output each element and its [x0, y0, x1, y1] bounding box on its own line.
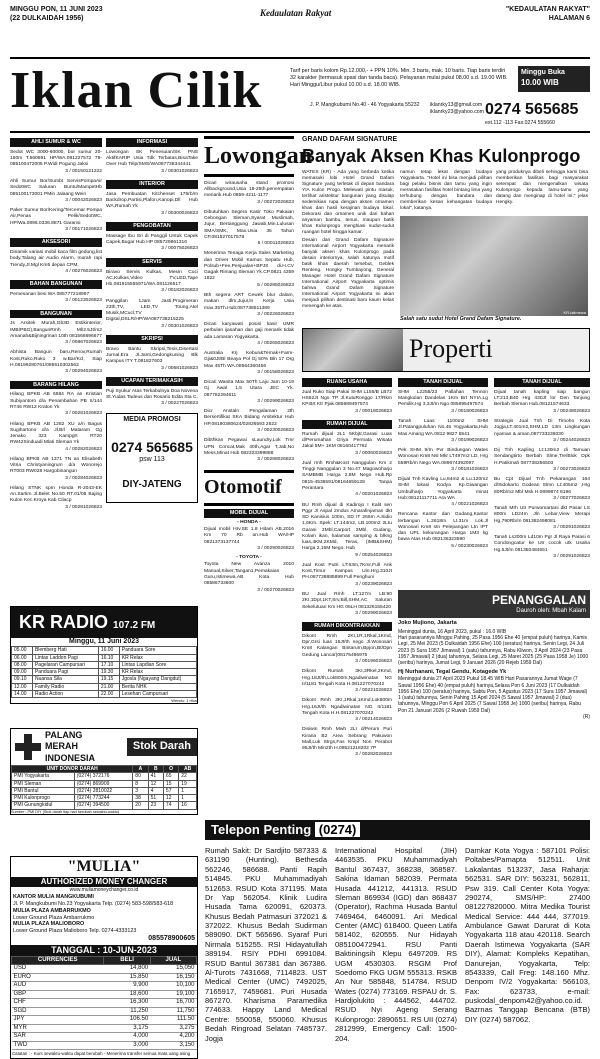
- table-row: PMI Gunungkidul (0274) 394500 20 23 74 16: [12, 802, 197, 809]
- currency-row: SGD 11,250 11,750: [13, 1007, 195, 1014]
- whatsapp-number: 085578900605: [148, 934, 195, 942]
- classified-ad: Dicari Wanita Max 50Th Laju Jam 10-19 Gj Awal 1,5 Utara JEC Yk. 087782294611 3 / 00299026823: [204, 380, 294, 404]
- classified-ad: Dij Tnh Kapling Lt:130m2 di Tamuan Sendangtirto Berbah Slme,Tre/Blok Dpk H.Patikmah 087738256503 3 / 00273026823: [494, 448, 590, 472]
- schedule-row: 09.10 Nuansa Sila 19.15 Jgosla (Ngayang Dangdut): [12, 676, 197, 683]
- currency-row: CHF 16,300 16,700: [13, 999, 195, 1006]
- category-heading: BARANG HILANG: [10, 381, 102, 390]
- category-heading: INTERIOR: [106, 180, 198, 189]
- office-address: J. P. Mangkubumi No.40 - 46 Yogyakarta 55232: [310, 102, 420, 108]
- category-heading: SERVIS: [106, 258, 198, 267]
- classified-ad: Jual Kost Putri LT:63m,7Kmr,Full Ank Kost,Timur Kampus Uin.Hrg.310Jt PH.087738885899 Full Penghuni 3 / 00239026823: [302, 562, 392, 587]
- classified-ad: Dinamik variasi mobil kaca film gedung,list body,Talang air Audio Alarm, murah rapi Trendy,Jl.Mgl Km5 depan CPM. 4 / 00276026823: [10, 250, 102, 274]
- classified-ad: Rumah dijual 2L1 5Kbjtr,Garasi Luas d/Perumahan Griya Permata Wisata Jakal 5M+ 1KM 08160417762 3 / 00060026823: [302, 431, 392, 456]
- classified-ad: Dikont Rmh 2KI,1R,1Rkal,1Kmd, Dpr,Grsi luas 16Jt/th nego Jl.Wonosari Km8 Kalangan Bintarum,Bpjon,Bt/Dpn Gedung Lancar)08175496975 3 / 00196026823: [302, 633, 392, 665]
- classified-ad: Dicari karyawati posisi kasir UMR perbulan ijasahan dan gaji menarik tidak ada Lamaran Yogyakarta. 4 / 00265026823: [204, 322, 294, 346]
- schedule-row: 05.00 Blemberg Hati 16.00 Panduara Sore: [12, 647, 197, 654]
- page-number: "KEDAULATAN RAKYAT" HALAMAN 6: [505, 6, 590, 22]
- currency-row: AUD 9,900 10,100: [13, 982, 195, 989]
- classified-ad: Bth segera ART Cewek blur dalam, makan dlm,Jujur,ln Kerja Usia max.35Th.Hub:087738511389 3 / 00226026823: [204, 292, 294, 317]
- category-heading: MOBIL DIJUAL: [204, 509, 294, 518]
- tariff-info: Tarif per baris kolom Rp.12.000,- + PPN 10%. Min. 3 baris, mak. 10 baris. Tiap baris terdiri 32 karakter (termasuk spasi dan tanda baca). Pelayanan mulai pukul 08.00 s.d. 19.00 WIB. Hari Minggu/Libur pukul 10.00 s.d. 18.00 WIB.: [290, 68, 508, 88]
- media-promo-box: MEDIA PROMOSI 0274 565685 psw 113 DIY-JATENG: [106, 413, 198, 503]
- classified-ad: Toyota New Avanza 2010 Manual,Silver,Tangan1,Pemakaian Guru,Istimewa.AB Kota Hub 08586733600 3 / 00270026823: [204, 562, 294, 593]
- classified-ad: Tanah Mrh Utr Purwomartani dkt Pasar LS 800m LD24m Jln Lebar,View Merapi Hg.790Rb/m 081382498081 3 / 00291026823: [494, 506, 590, 530]
- properti-banner: Properti: [302, 328, 590, 372]
- category-heading: SKRIPSI: [106, 335, 198, 344]
- category-heading: INFORMASI: [106, 138, 198, 147]
- classified-ad: Jasa Pembuatan Kitchenset 175rb/m Backdrop,Partisi,Plafon,Kanopi,Dll Hub WA,Rumah Yk 3 / 00300026823: [106, 191, 198, 216]
- email-list: iklanrky13@gmail.com iklanrky23@yahoo.com: [430, 102, 484, 115]
- currency-row: TWD 3,000 3,150: [13, 1041, 195, 1048]
- red-cross-icon: [15, 734, 41, 760]
- classified-ad: Pemesanan besi WA 085777218997 3 / 00123026823: [10, 291, 102, 304]
- category-heading: AHLI SUMUR & WC: [10, 138, 102, 147]
- classified-ad: Biravo Servis Kulkas, Mesin Cuci AC,Kulkas,Video TV,LED,Tape Hb.081915555971/WA.081126517 3 / 00182026823: [106, 269, 198, 294]
- classified-ad: Dicari wirausaha stand promosi Allbackground,Usia 18-25th,penempatan menarik.Hub 0859-4211-1177 3 / 00272026823: [204, 180, 294, 205]
- classified-ad: Menerima Tenaga Kerja Sales Marketing dan Driver Mobil Kamus Sepatu Hub, Polsub+Fee,Penjualan+BPJS di.H.CV Gagak Rimang Sleman Yk.CP.0821 4259 1822 5 / 00285026823: [204, 251, 294, 288]
- property-column-1: RUANG USAHA Jual Ruko Siap Pakai SHM L155/B LB72 HS62Jt Ngo TP Jl.KutuRonggo 17/Rkm KP.Brt Ktr Pjak.085989497574 3 / 00018026823 RUMAH DIJUAL Rumah dijual 2L1 5Kbjtr,Garasi Luas d/Perumahan Griya Permata Wisata Jakal 5M+ 1KM 08160417762 3 / 00060026823 Jual rmh Rmh&Kost Nanggulan Km 2 Tinggi Nanggulan 3 No.47 Magowoharjo SAMBMB Harga 2,8M Nego Hub.Rp 0815-4536591/08164659128 Tanpa Perantara 4 / 00201026823 BU Rmh dijual di Kadirojo I Kalit sen Pggr Jl Aspal 2mdus Amarafinjaman dkt SD Kanisius 100m, SD IT 266m A.Sidio 1,6Km. Spek: LT.144m2, LB.100m2 2Ltu Garasi 2Mbl,Carport 2Mbl, Gudang, Kolam ikan, halaman samping & blkng luas,4KM,2KMd, Teras, (IMB&SHM) Harga 2,15M Nego. Hub 9 / 00254026823 Jual Kost Putri LT:63m,7Kmr,Full Ank Kost,Timur Kampus Uin.Hrg.310Jt PH.087738885899 Full Penghuni 3 / 00239026823 BU Jual Rmh LT:127m LB:90 2KI,1Dpr,1KT,Srv,Bill,SHM,AC Saluran Sekelutuan Km HG 05LH 081326155420 3 / 00299026823 RUMAH DIKONTRAKKAN Dikont Rmh 2KI,1R,1Rkal,1Kmd, Dpr,Grsi luas 16Jt/th nego Jl.Wonosari Km8 Kalangan Bintarum,Bpjon,Bt/Dpn Gedung Lancar)08175496975 3 / 00196026823 Dikont Rumah 3KI,3Rkel,2Kmd, Hrg.18Jt/th,Lok800m,Ngadiwinatan NG II/1181 Tengah Kota H.081227070242 3 / 00221026823 Dikont Rmh 3KI,1Rkal,1Kmd,Lok800m Hrg.16Jt/th Ngadiwinatan NG II/1181 Tengah Kota H.H.081227070242 3 / 00214026823 Disiwin Rmh Mwh 2LI d/Perum Puri Kirana B2 Area Sebrang Pakuwon Mall,Luk Strgs,Fas Kmpl Non Perabot 95Jt/th Min2th H.08521218202 7P 3 / 00282026823: [302, 376, 392, 762]
- article-headline: Banyak Aksen Khas Kulonprogo: [302, 145, 581, 166]
- schedule-row: 06.00 Lintas Laddon Pagi 16.10 KR Relax: [12, 654, 197, 661]
- pmi-blood-stock: PALANG MERAH INDONESIA Stok Darah UNIT DONOR DARAH A B O AB PMI Yogyakarta (0274) 372176 80 41 65 22 PMI Sleman (0274) 869909 8 12 15 19 PMI Bantul (0274) 2810022 3 4 57 1 PMI Kulonprogo (0274) 773244 38 51 12 1 PMI Gunungkidul (0274) 394500 20 23 74 16 Sumber : PMI DIY (Stok darah tiap hari berubah sewaktu-waktu): [10, 728, 198, 815]
- classified-ad: Puji Syukur Atas Terkabulnya Doa Novena St.Yudas Tadeus dan Rosario Edita Sta C. 3 / 00227026823: [106, 388, 198, 407]
- currency-row: EURO 15,850 16,150: [13, 973, 195, 980]
- currency-row: JPY 106.50 111.50: [13, 1016, 195, 1023]
- sunday-open-badge: Minggu Buka 10.00 WIB: [518, 66, 590, 92]
- classified-ad: Paker Sumur Bor/Kering/Tercemar Pompa Air,Penas Pelik/SedotWC, HP/Wa.0896.0336.8871 Garansi 3 / 00171026823: [10, 208, 102, 232]
- feature-article: GRAND DAFAM SIGNATURE Banyak Aksen Khas Kulonprogo WATES (KR) - Ada yang berbeda ketika memasuki lobi Hotel Grand Dafam Signature yang terletak di depan bandara YIA Kulon Progo. Melewati pintu masuk, terlihat aristektur bangunan yang disulap sedemikian rupa dengan aksen ornamen khas dan hasil kerajinan budaya lokal. Dekorasi dan ornamen unik dari bahan anyaman bambu, tenun, maupun batik khas Kulonprogo menghiasi sudut-sudut ruangan hotel hingga kamar. Desain dari Grand Dafam Signature International Airport Yogyakarta menarik banyak aksen khas Kulonprogo pada desain interiornya, salah satunya motif batik khas daerah tersebut, Geblek Renteng. Hongky Tumbayong, General Manager Hotel Grand Dafam Signature International Airport Yogyakarta optimis bahwa Grand Dafam Signature International Airport Yogyakarta ini akan menjadi pilihan destinasi baru kaum kelas menengah ke atas. namun tetap lekat dengan budaya Yogyakarta. "Hotel ini bisa menjadi pilihan bagi pelaku bisnis dan tamu yang ingin merasakan fasilitas hotel bintang lima yang terhubung dengan bandara dan memberikan kesan kehangatan budaya lokal", katanya. yang produknya dibeli sehingga kami bisa memberikan fasilitas bagi masyarakat setempat dan mengenalkan wisata Kulonprogo kepada tamu-tamu yang datang dan menginap di hotel ini," jelas Hengky. KR-istimewa Salah satu sudut Hotel Grand Dafam Signature.: [302, 136, 588, 322]
- photo-caption: Salah satu sudut Hotel Grand Dafam Signature.: [400, 315, 522, 322]
- classified-ad: Hilang STNK spm Honda R-2043-EK An.Sartim Jl.Belet No.50 RT.01/08 Bajing Kulon Kec.Kroya Kab Cilacp 3 / 00281026823: [10, 485, 102, 510]
- property-column-3: TANAH DIJUAL Dijual tanah kapling siap bangun LT:213,B40 Hrg 430Jt lor Den Tanjung Berbah Sleman Hub.08121574633 3 / 00248026823 Strategis Jual Tnh Di Timoho Kota Jogja,LT.401m2,SHM,LD 13m Lingkungan nyaman & aman,087733236030 3 / 00244026823 Dij Tnh Kapling Lt:130m2 di Tamuan Sendangtirto Berbah Slme,Tre/Blok Dpk H.Patikmah 087738256503 3 / 00273026823 Bu Cpt Dijual Tnh Pekarangan 164 d/Sidokarto Godean Slmn Lt:405m2 ,Hrg 80Rb/m2 Mbl Msk H.0899874 8196 3 / 00277026823 Tanah Mrh Utr Purwomartani dkt Pasar LS 800m LD24m Jln Lebar,View Merapi Hg.790Rb/m 081382498081 3 / 00291026823 Tanah Ls200m Ld10m Pgr Jl Raya Parasi 6 Condongcatur ke Utr cocok utk Usaha Hg.5Jt/m 081350484551 3 / 00291026823: [494, 376, 590, 563]
- classified-ad: Dijual Tnh Kavling Lu,84m2 & Lu.120m2 SHM lokasi Kodya Kp.Giwangan Umbulharjo Yogyakarta minat Hub:08121117711 Ara WA 4 / 00221026823: [398, 477, 488, 508]
- classified-ad: Ahli Sumur Bor/Sumbt ServisPompaAir SedotWC Saluran Buntu/MampetHb 085100173001 PMin Jalaang Wein 3 / 00042026823: [10, 178, 102, 203]
- classified-ad: Dicr Anstaln Pengalaman 2th Bersertifikat SKA Bidang Arsitektur Hub HP.08190380624/02826593 2622 3 / 00230026823: [204, 409, 294, 434]
- currency-row: SAR 4,000 4,200: [13, 1033, 195, 1040]
- classified-ad: Dibutuhkan Segera Kasir Toko Pakaian Cebongan Sleman,Syarat Muslimah, Jujur, Bertanggung Jawab,Min.Lulusan SMA/SMK, Max.Usia 35 Tahun CP.081527017578 5 / 00011026823: [204, 209, 294, 247]
- classified-ad: Lowongan SK Penesuian/SK PNS AktifKARIP Usia Tdk Terbatas,BisaTake Over Hub Telp/SMS/WA087738344441 3 / 00301026823: [106, 149, 198, 174]
- currency-row: MYR 3,175 3,275: [13, 1024, 195, 1031]
- classified-ad: BU Rmh dijual di Kadirojo I Kalit sen Pggr Jl Aspal 2mdus Amarafinjaman dkt SD Kanisius 100m, SD IT 266m A.Sidio 1,6Km. Spek: LT.144m2, LB.100m2 2Ltu Garasi 2Mbl,Carport 2Mbl, Gudang, Kolam ikan, halaman samping & blkng luas,4KM,2KMd, Teras, (IMB&SHM) Harga 2,15M Nego. Hub 9 / 00254026823: [302, 502, 392, 558]
- classified-ad: Dikont Rmh 3KI,1Rkal,1Kmd,Lok800m Hrg.16Jt/th Ngadiwinatan NG II/1181 Tengah Kota H.H.081227070242 3 / 00214026823: [302, 698, 392, 723]
- jobs-section-title: Lowongan: [204, 136, 294, 177]
- classified-ad: Strategis Jual Tnh Di Timoho Kota Jogja,LT.401m2,SHM,LD 13m Lingkungan nyaman & aman,087733236030 3 / 00244026823: [494, 418, 590, 443]
- classified-column-2: [106, 136, 198, 503]
- table-row: PMI Bantul (0274) 2810022 3 4 57 1: [12, 787, 197, 794]
- classified-ad: Sedot WC 3000-60000, bor sumur 20-150m T.560591 HP/WA.081227572 79-085100472005 P.Widi Pogung Jaksi 3 / 00150121222: [10, 149, 102, 174]
- classified-ad: Hilang BPKB AB 1371 TN an Elisabeth Vitria Christyaningrum d/a Wonorejo RT003 RW028 Hargobinangun 3 / 00284026823: [10, 456, 102, 481]
- classified-ad: Tanah Ls200m Ld10m Pgr Jl Raya Parasi 6 Condongcatur ke Utr cocok utk Usaha Hg.5Jt/m 081350484551 3 / 00291026823: [494, 535, 590, 560]
- schedule-row: 14.00 Radio Action 22.00 Lesehan Campursari: [12, 690, 197, 697]
- classified-ad: Disiwin Rmh Mwh 2LI d/Perum Puri Kirana B2 Area Sebrang Pakuwon Mall,Luk Strgs,Fas Kmpl Non Perabot 95Jt/th Min2th H.08521218202 7P 3 / 00282026823: [302, 727, 392, 758]
- classified-column-1: [10, 136, 102, 514]
- classified-ad: Dibthkan Pegawai sLaundry,Lok Tmr UPN Concat,Mak 40th,Agar T,Jab,No Mess,Minat Hub 082323399888 3 / 00288026823: [204, 438, 294, 463]
- classified-ad: Pek SHM 9/In Pvr Bindungan Wates Wonosari Km8 Nsl Mkr LT497m2 LD, Hrg 559Rb/m Nego WA.089674392097 3 / 00181026823: [398, 448, 488, 472]
- category-heading: BANGUNAN: [10, 310, 102, 319]
- schedule-row: 09.00 Panduara Pagi 19.30 KR Relax: [12, 669, 197, 676]
- classified-ad: Js Arsitek Murah,Gb3D Estikinterior, IMB/PBG),BangunRmh Ml/2.5Jt/m2 Amanah&Bijningrinan 10th 081568696677 3 / 00867026823: [10, 321, 102, 346]
- masthead-rule: [10, 131, 590, 133]
- classified-masthead: [10, 62, 590, 132]
- classified-ad: Massage Ibu Sri di Panggil Untuk Capek Capek,Bugar Hub HP 085729861316 3 / 00075026823: [106, 233, 198, 252]
- classified-ad: Hilang BPKB AB 6584 RA an Kristian Subiyantoro d/a Penambahan PB II/144 RT46 RW12 Kraton Yk 3 / 00281026823: [10, 392, 102, 417]
- schedule-row: 12.00 Family Radio 21.00 Berita NHK: [12, 683, 197, 690]
- newspaper-logo: Kedaulatan Rakyat: [260, 8, 332, 18]
- issue-date: MINGGU PON, 11 JUNI 2023 (22 DULKAIDAH 1956): [10, 6, 103, 22]
- page-header-bar: [10, 6, 590, 24]
- category-heading: UCAPAN TERIMAKASIH: [106, 377, 198, 386]
- classified-ad: Jual rmh Rmh&Kost Nanggulan Km 2 Tinggi Nanggulan 3 No.47 Magowoharjo SAMBMB Harga 2,8M Nego Hub.Rp 0815-4536591/08164659128 Tanpa Perantara 4 / 00201026823: [302, 460, 392, 498]
- category-heading: AKSESORI: [10, 238, 102, 247]
- table-row: PMI Yogyakarta (0274) 372176 80 41 65 22: [12, 773, 197, 780]
- classified-ad: Rencana Kantor dan Gudang,Kantor terbangun L.2618m Lt.31m Lok.Jl Wonosari Km8 stn Pelepangan Ltn IPT dan UPL kekurangan Harga 1M3 kg bawa Atas Hub 082136323590 5 / 00230026823: [398, 512, 488, 549]
- classified-ad: Bravo Bantu Skripsi,Tesis,Disertasi Jurnal,Era Jl.Janti,Gedongkuning Blk Kampus ITY T.081827603 3 / 00681026823: [106, 346, 198, 371]
- pmi-table: UNIT DONOR DARAH A B O AB PMI Yogyakarta (0274) 372176 80 41 65 22 PMI Sleman (0274) 869909 8 12 15 19 PMI Bantul (0274) 2810022 3 4 57 1 PMI Kulonprogo (0274) 773244 38 51 12 1 PMI Gunungkidul (0274) 394500 20 23 74 16: [11, 765, 197, 810]
- classified-ad: Panggilan 1Jam Jasti,Progimeran 23th,TV, LED,TV Toung,Atel Musik,MCucl,TV Digital,DSLR/HP/WA087738215225 3 / 00301026823: [106, 298, 198, 329]
- classified-ad: Hilang BPKB AB 1282 XU a/n Bagus Sugihartono d/a Jl.Brl Mataram Gg Jenako 323 Kampgrt RT20 RW42Sinduadi Mlati Sleman Yk 4 / 00282026823: [10, 421, 102, 452]
- table-row: PMI Kulonprogo (0274) 773244 38 51 12 1: [12, 795, 197, 802]
- classified-ad: Australia Krj Kebun&Ternak+Farm-Gji&0Jt/Bl Beaya Pol Gj 50% Bln 17 Org Max 45Th WA.08564360456 3 / 00158026823: [204, 351, 294, 375]
- penanggalan-section: PENANGGALAN Dauroh oleh: Mbah Kalam Joko Mujiono, Jakarta Meninggal dunia, 16 April 2023, pukul : 16.0 WIB Hari pasarannya Minggu Pahing, 25 Pasa 1956 Ehe 40 (empat puluh) harinya, Kamis Legi, 25 Mei 2023 (5 Dulkaidah 1956 Ehe) 100 (seratus) harinya, Senin Legi, 24 Juli 2023 (5 Sura 1957 Jimawal) 1 (satu) tahunnya, Rabu Kliwon, 3 April 2024 (23 Pasa 1957 Jimawal) 2 (dua) tahunnya, Selasa Legi, 25 Maret 2025 (25 Pasa 1958 Je) 1000 (seribu) harinya, Jumat Legi, 9 Januari 2026 (20 Rejeb 1959 Dal) Hj Nurhanani, Tegal Gendu, Kotagede Yk Meninggal dunia 27 April 2023 Pukul 18.45 WIB Hari Pasarannya Jumat Wage (7 Sawal 1956 Ehe) 40 (empat puluh) harinya,Selasa Pon 6 Juni 2023 (17 Dulkaidah 1956 Ehe) 100 (seratus) harinya, Sabtu Pon, 5 Agustus 2023 (17 Sura 1957 Jimawal) 1 (satu) tahunnya, Senin Pahing 15 April 2024 (5 Sawal 1957 Jimawal) 2 (dua) tahunnya, Minggu Pon 6 April 2025 (7 Sawal 1958 Je) 1000 (seribu) harinya, Rabu Pon 21 Januari 2026 (2 Ruwah 1959 Dal) (R): [398, 590, 590, 812]
- classified-ad: SHM L2255/23 Pallahan Tennon Mangkulan Dandelas 1Km Brt NYIA,Lg Pemilik,Hg 3,3Jt/m Ngo 085695497574 3 / 00180026823: [398, 389, 488, 414]
- currency-table: CURRENCIES BELI JUAL USD 14,800 15,050 EURO 15,850 16,150 AUD 9,900 10,100 GBP 18,600 19,100 CHF 16,300 16,700 SGD 11,250 11,750 JPY 106.50 111.50 MYR 3,175 3,275 SAR 4,000 4,200 TWD 3,000 3,150: [13, 956, 195, 1048]
- classified-column-3: Lowongan Dicari wirausaha stand promosi Allbackground,Usia 18-25th,penempatan menarik.Hub 0859-4211-1177 3 / 00272026823 Dibutuhkan Segera Kasir Toko Pakaian Cebongan Sleman,Syarat Muslimah, Jujur, Bertanggung Jawab,Min.Lulusan SMA/SMK, Max.Usia 35 Tahun CP.081527017578 5 / 00011026823 Menerima Tenaga Kerja Sales Marketing dan Driver Mobil Kamus Sepatu Hub, Polsub+Fee,Penjualan+BPJS di.H.CV Gagak Rimang Sleman Yk.CP.0821 4259 1822 5 / 00285026823 Bth segera ART Cewek blur dalam, makan dlm,Jujur,ln Kerja Usia max.35Th.Hub:087738511389 3 / 00226026823 Dicari karyawati posisi kasir UMR perbulan ijasahan dan gaji menarik tidak ada Lamaran Yogyakarta. 4 / 00265026823 Australia Krj Kebun&Ternak+Farm-Gji&0Jt/Bl Beaya Pol Gj 50% Bln 17 Org Max 45Th WA.08564360456 3 / 00158026823 Dicari Wanita Max 50Th Laju Jam 10-19 Gj Awal 1,5 Utara JEC Yk. 087782294611 3 / 00299026823 Dicr Anstaln Pengalaman 2th Bersertifikat SKA Bidang Arsitektur Hub HP.08190380624/02826593 2622 3 / 00230026823 Dibthkan Pegawai sLaundry,Lok Tmr UPN Concat,Mak 40th,Agar T,Jab,No Mess,Minat Hub 082323399888 3 / 00288026823 Otomotif MOBIL DIJUAL - HONDA - Dijual mobil Hrv.SE 1.8 Hitam AB.2016 Km 70 Rb an.Hub WA/HP 0821373137744 3 / 00290026823 - TOYOTA - Toyota New Avanza 2010 Manual,Silver,Tangan1,Pemakaian Guru,Istimewa.AB Kota Hub 08586733600 3 / 00270026823: [204, 136, 294, 597]
- currency-row: USD 14,800 15,050: [13, 965, 195, 972]
- classified-ad: Dijual tanah kapling siap bangun LT:213,B40 Hrg 430Jt lor Den Tanjung Berbah Sleman Hub.08121574633 3 / 00248026823: [494, 389, 590, 414]
- classified-ad: Tanah Luas 1100m2 SHM Jl.Patangpuluhan No.45 Yogyakarta,Hub Mas Amang WA.0812 9827 5541 3 / 00199026823: [398, 418, 488, 443]
- kr-radio-schedule: KR RADIO 107.2 FM Minggu, 11 Juni 2023 05.00 Blemberg Hati 16.00 Panduara Sore 06.00 Lintas Laddon Pagi 16.10 KR Relax 08.00 Pagelaran Campursari 17.10 Lintas Lapdian Sore 09.00 Panduara Pagi 19.30 KR Relax 09.10 Nuansa Sila 19.15 Jgosla (Ngayang Dangdut) 12.00 Family Radio 21.00 Berita NHK 14.00 Radio Action 22.00 Lesehan Campursari Wendu: 1 ritus: [10, 606, 198, 704]
- currency-row: GBP 18,600 19,100: [13, 990, 195, 997]
- schedule-row: 08.00 Pagelaran Campursari 17.10 Lintas Lapdian Sore: [12, 661, 197, 668]
- office-phone: 0274 565685 ext.112 -113 Fax.0274 555660: [485, 101, 579, 126]
- important-phones: Telepon Penting (0274) Rumah Sakit: Dr Sardjito 587333 & 631190 (Hunting). Bethesda 562246, 586688. Panti Rapih 514845. PKU Muhammadiyah 512653. RSUD Kota 371195. Mata Dr Yap 562054. Klinik Ludira Husada Tama 620091, 620373. Khusus Bedah Patmasuri 372021 & 372022. Khusus Bedah Sudirman 589090. DKT 565696. Syaraf Puri Nirmala 515255. RSI Hidayatullah 389194. RSIY PDHI 6991084. RSUD Bantul 367381 dan 367386. Al-Turots 7431668, 7114823. UST Medical Center (UMC) 7492025, 7165917, 7459681. Puri Husada 867270. Kharisma Paramedika 774633. Happy Land Medical Centre: 550058, 550060. Khusus Bedah Ringroad Selatan 7485737. Jogja International Hospital (JIH) 4463535. PKU Muhammadiyah Bantul 367437, 368238, 368587. Sakina Idaman 582039. Permata Husada 441212, 441313. RSUD Sleman 869934 (IGD) dan 868437 (Operator), Rachma Husada Bantul 7469464, 6460091. Ari Medical Center (AMC) 618400. Queen Latifa 581402, 620555. Nur Hidayah 085100472941. RSU Panti Baktiningsih Klepu 6497209. RS UGM 4530303. RSGM Prof Soedomo FKG UGM 555313. RSKB An Nur 585848, 514784. RSUD Wates (0274) 773169. RSPAU dr. S. Hardjolukito : 444562, 444702. RSUD Nyi Ageng Serang Kulonprogo: 2890651. RS UII (0274) 2812999, Emergency Call: 1500-204. Damkar Kota Yogya : 587101 Polisi: Poltabes/Pamapta 512511. Unit Lakalantas 513237, Jasa Raharja: 562531. SAR DIY: 563231, 562811, Psw 319. Call Center Kota Yogya: 290274, SMS/HP: 27400 081227820000. Mitra Medika Tourist Medical Service: 444 444, 377019. Ambulance Gawat Darurat di Kota Yogyakarta 118 atau 420118. Search Daerah Istimewa Yogyakarta (SAR DIY), Alamat: Kompleks Kepatihan, Danurejan, Yogyakarta, Telp: 8543339, Call Freg: 148.160 Mhz. Denpom IV/2 Yogyakarta: 566103, Fax: 623733, e-mail: puskodal_denpom42@yahoo.co.id. Bazrnas Tanggap Bencana (BTB) DIY (0274) 587062.: [205, 822, 590, 1043]
- category-heading: BAHAN BANGUNAN: [10, 280, 102, 289]
- otomotif-section-title: Otomotif: [204, 470, 294, 506]
- classified-ad: Jual Ruko Siap Pakai SHM L155/B LB72 HS62Jt Ngo TP Jl.KutuRonggo 17/Rkm KP.Brt Ktr Pjak.085989497574 3 / 00018026823: [302, 389, 392, 414]
- radio-schedule-table: [11, 646, 197, 698]
- mulia-money-changer: "MULIA" AUTHORIZED MONEY CHANGER www.muliamoneychanger.co.id KANTOR MULIA MANGKUBUMI Jl. P. Mangkubumi No.23 Yogyakarta Telp. (0274) 583-598/583-618 MULIA PLAZA AMBARRUKMO Lower Ground Plaza Ambarrukmo MULIA PLAZA MALIOBORO Lower Ground Plaza Malioboro Telp. 0274-4333123 085578900605 TANGGAL : 10-JUN-2023 CURRENCIES BELI JUAL USD 14,800 15,050 EURO 15,850 16,150 AUD 9,900 10,100 GBP 18,600 19,100 CHF 16,300 16,700 SGD 11,250 11,750 JPY 106.50 111.50 MYR 3,175 3,275 SAR 4,000 4,200 TWD 3,000 3,150 Catatan : - Kurs sewaktu-waktu dapat berubah - Menerima transfer semua mata uang asing: [10, 856, 198, 1059]
- classified-ad: Abhista Bangun baru,Renov,Rumah Kost,Ruko,Ruko 3 w.Bar/Kcl, Siap H.08199280761/085510302562 3 / 00294026823: [10, 350, 102, 375]
- classified-ad: Bu Cpt Dijual Tnh Pekarangan 164 d/Sidokarto Godean Slmn Lt:405m2 ,Hrg 80Rb/m2 Mbl Msk H.0899874 8196 3 / 00277026823: [494, 477, 590, 501]
- section-title: Iklan Cilik: [10, 62, 263, 119]
- table-row: PMI Sleman (0274) 869909 8 12 15 19: [12, 780, 197, 787]
- house-image: [303, 329, 403, 371]
- classified-ad: Dijual mobil Hrv.SE 1.8 Hitam AB.2016 Km 70 Rb an.Hub WA/HP 0821373137744 3 / 00290026823: [204, 527, 294, 551]
- classified-ad: Dikont Rumah 3KI,3Rkel,2Kmd, Hrg.18Jt/th,Lok800m,Ngadiwinatan NG II/1181 Tengah Kota H.081227070242 3 / 00221026823: [302, 669, 392, 694]
- category-heading: PENGOBATAN: [106, 222, 198, 231]
- property-column-2: TANAH DIJUAL SHM L2255/23 Pallahan Tennon Mangkulan Dandelas 1Km Brt NYIA,Lg Pemilik,Hg 3,3Jt/m Ngo 085695497574 3 / 00180026823 Tanah Luas 1100m2 SHM Jl.Patangpuluhan No.45 Yogyakarta,Hub Mas Amang WA.0812 9827 5541 3 / 00199026823 Pek SHM 9/In Pvr Bindungan Wates Wonosari Km8 Nsl Mkr LT497m2 LD, Hrg 559Rb/m Nego WA.089674392097 3 / 00181026823 Dijual Tnh Kavling Lu,84m2 & Lu.120m2 SHM lokasi Kodya Kp.Giwangan Umbulharjo Yogyakarta minat Hub:08121117711 Ara WA 4 / 00221026823 Rencana Kantor dan Gudang,Kantor terbangun L.2618m Lt.31m Lok.Jl Wonosari Km8 stn Pelepangan Ltn IPT dan UPL kekurangan Harga 1M3 kg bawa Atas Hub 082136323590 5 / 00230026823: [398, 376, 488, 553]
- classified-ad: BU Jual Rmh LT:127m LB:90 2KI,1Dpr,1KT,Srv,Bill,SHM,AC Saluran Sekelutuan Km HG 05LH 081326155420 3 / 00299026823: [302, 591, 392, 616]
- hotel-photo: KR-istimewa: [400, 216, 588, 316]
